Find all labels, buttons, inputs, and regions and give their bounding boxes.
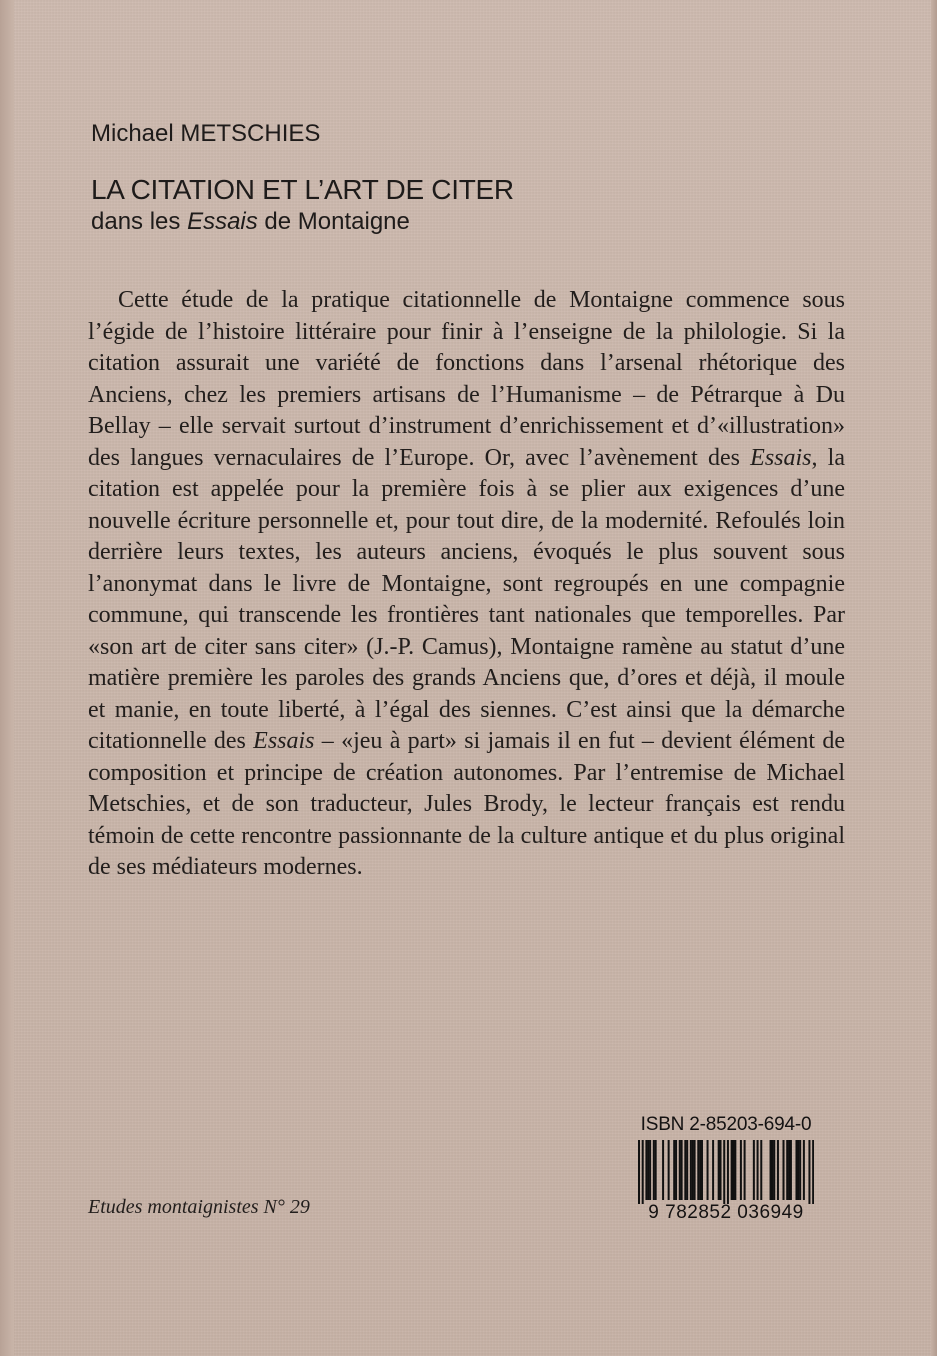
barcode-bar <box>692 1140 694 1200</box>
barcode-block <box>638 1114 814 1226</box>
isbn-label: ISBN 2-85203-694-0 <box>640 1114 812 1135</box>
barcode-bar <box>673 1140 675 1200</box>
series-label: Etudes montaignistes N° 29 <box>88 1196 310 1218</box>
barcode-bar <box>771 1140 773 1200</box>
blurb-segment: Cette étude de la pratique citationnelle de Montaigne commence sous l’égide de l’histoire littéraire pour finir à l’enseigne de la philologie. Si la citation assurait une variété de fonctions dans l’arsenal rhétorique des Anciens, chez les premiers artisans de l’Humanisme – de Pétrarque à Du Bellay – elle servait surtout d’instrument d’enrichissement et d’«illustration» des langues vernaculaires de l’Europe. Or, avec l’avènement des <box>88 287 845 471</box>
subtitle-suffix: de Montaigne <box>257 208 410 235</box>
barcode-bar <box>795 1140 797 1200</box>
barcode-bar <box>697 1140 699 1200</box>
barcode-bar <box>777 1140 779 1200</box>
barcode-bar <box>662 1140 664 1200</box>
subtitle-prefix: dans les <box>91 208 188 235</box>
barcode-bar <box>681 1140 683 1200</box>
barcode-bar <box>668 1140 670 1200</box>
barcode-bar <box>797 1140 799 1200</box>
barcode-bar <box>638 1140 640 1204</box>
barcode-bar <box>701 1140 703 1200</box>
barcode-bar <box>727 1140 729 1204</box>
barcode-bar <box>803 1140 805 1200</box>
barcode-bar <box>647 1140 649 1200</box>
subtitle-italic: Essais <box>187 208 258 235</box>
blurb-paragraph <box>88 285 845 884</box>
barcode-bar <box>653 1140 655 1200</box>
barcode-bar <box>645 1140 647 1200</box>
barcode-bar <box>744 1140 746 1200</box>
barcode-bar <box>757 1140 759 1200</box>
ean-digits: 9 782852 036949 <box>648 1202 804 1223</box>
barcode-bar <box>808 1140 810 1204</box>
barcode-bar <box>720 1140 722 1200</box>
barcode-bar <box>712 1140 714 1200</box>
barcode-bar <box>788 1140 790 1200</box>
barcode-bar <box>799 1140 801 1200</box>
barcode-bar <box>740 1140 742 1200</box>
barcode-bar <box>694 1140 696 1200</box>
barcode-bar <box>723 1140 725 1204</box>
barcode-bar <box>690 1140 692 1200</box>
author-name: Michael METSCHIES <box>91 120 321 147</box>
barcode-bar <box>649 1140 651 1200</box>
barcode-bar <box>790 1140 792 1200</box>
book-subtitle <box>91 208 410 236</box>
blurb-segment-italic: Essais <box>750 444 812 471</box>
barcode-bar <box>732 1140 734 1200</box>
cover-right-edge <box>931 0 937 1356</box>
barcode-bar <box>679 1140 681 1200</box>
barcode-bar <box>773 1140 775 1200</box>
barcode-bar <box>812 1140 814 1204</box>
blurb-segment: – «jeu à part» si jamais il en fut – devient élément de composition et principe de création autonomes. Par l’entremise de Michael Metschies, et de son traducteur, Jules Brody, le lecteur français est rendu témoin de cette rencontre passionnante de la culture antique et du plus original de ses médiateurs modernes. <box>88 728 846 880</box>
barcode-bar <box>699 1140 701 1200</box>
blurb-segment: , la citation est appelée pour la première fois à se plier aux exigences d’une nouvelle écriture personnelle et, pour tout dire, de la modernité. Refoulés loin derrière leurs textes, les auteurs anciens, évoqués le plus souvent sous l’anonymat dans le livre de Montaigne, sont regroupés en une compagnie commune, qui transcende les frontières tant nationales que temporelles. Par «son art de citer sans citer» (J.-P. Camus), Montaigne ramène au statut d’une matière première les paroles des grands Anciens que, d’ores et déjà, il moule et manie, en toute liberté, à l’égal des siennes. C’est ainsi que la démarche citationnelle des <box>88 444 845 754</box>
book-title: LA CITATION ET L’ART DE CITER <box>91 174 514 205</box>
cover-left-edge <box>0 0 14 1356</box>
barcode-bar <box>684 1140 686 1200</box>
barcode-bar <box>770 1140 772 1200</box>
barcode-bar <box>760 1140 762 1200</box>
barcode-icon <box>638 1140 814 1204</box>
barcode-bar <box>753 1140 755 1200</box>
blurb-segment-italic: Essais <box>253 728 315 754</box>
barcode-bar <box>707 1140 709 1200</box>
barcode-bar <box>734 1140 736 1200</box>
barcode-bar <box>783 1140 785 1200</box>
barcode-bar <box>655 1140 657 1200</box>
barcode-bar <box>786 1140 788 1200</box>
barcode-bar <box>731 1140 733 1200</box>
barcode-bar <box>718 1140 720 1200</box>
barcode-bar <box>686 1140 688 1200</box>
barcode-bar <box>675 1140 677 1200</box>
barcode-bar <box>642 1140 644 1204</box>
